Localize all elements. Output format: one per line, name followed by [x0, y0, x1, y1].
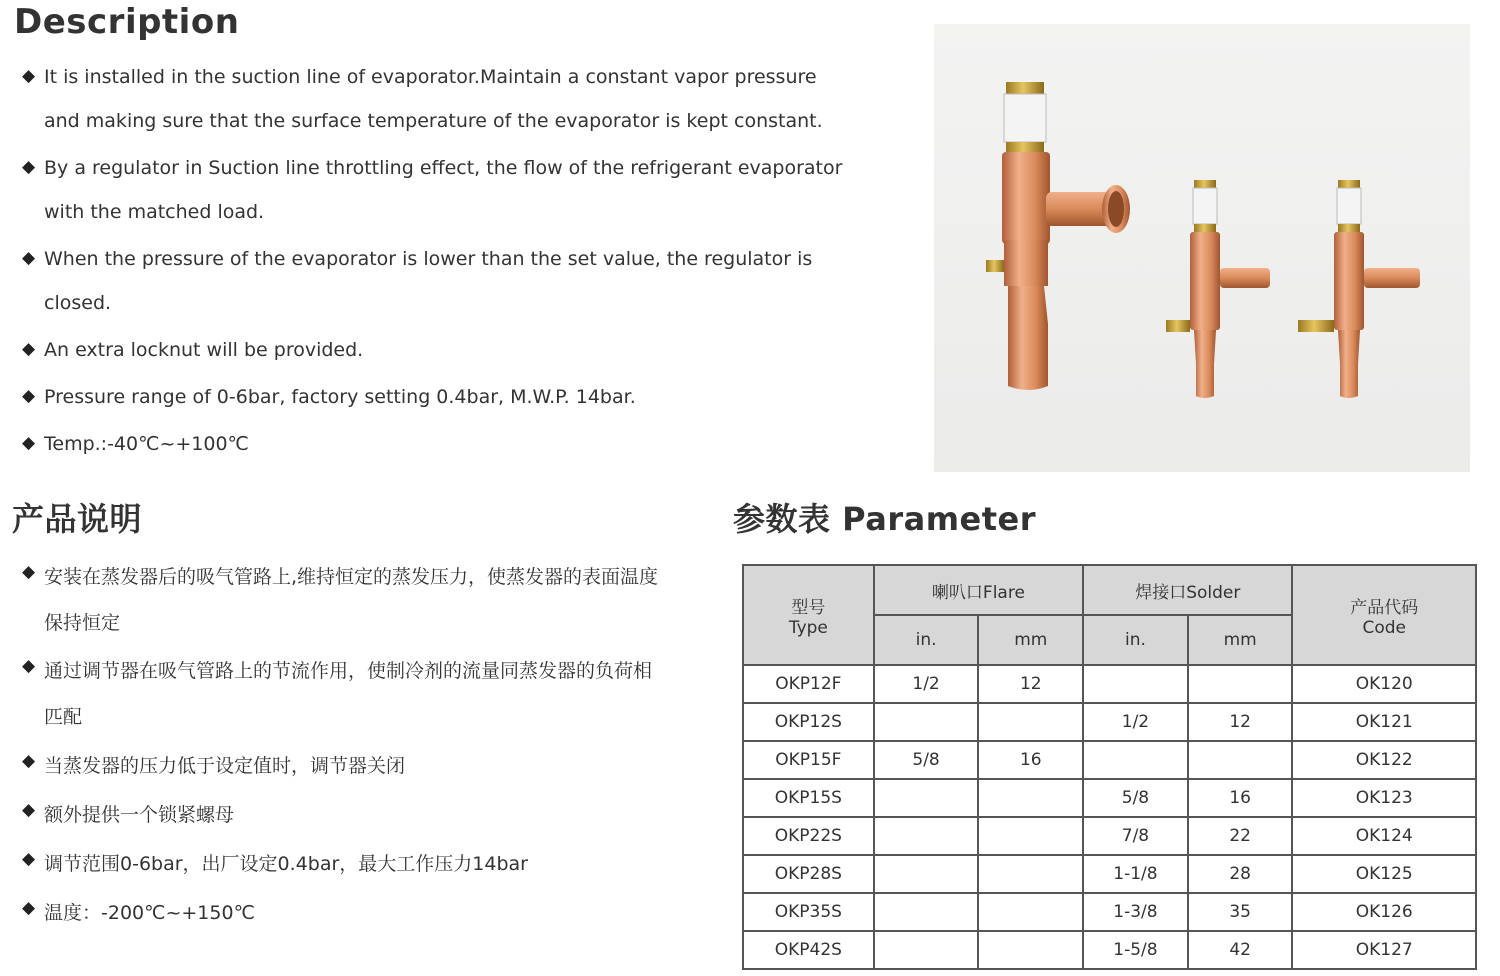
code-cell: OK122 — [1292, 741, 1476, 779]
cn-description-title: 产品说明 — [12, 500, 143, 538]
diamond-bullet-icon: ◆ — [22, 751, 36, 771]
type-header — [743, 565, 874, 665]
table-row — [743, 665, 1476, 703]
code-header-cn: 产品代码 — [1350, 597, 1419, 618]
code-cell: OK125 — [1292, 855, 1476, 893]
flare-in-cell — [874, 817, 979, 855]
table-row — [743, 703, 1476, 741]
code-header — [1292, 565, 1476, 665]
cn-description-text: 额外提供一个锁紧螺母 — [44, 804, 235, 826]
flare-mm-cell: 12 — [978, 665, 1083, 703]
description-text: When the pressure of the evaporator is lower than the set value, the regulator is — [44, 248, 813, 270]
description-text: Temp.:-40℃~+100℃ — [44, 433, 249, 455]
diamond-bullet-icon: ◆ — [22, 386, 36, 406]
flare-in-cell — [874, 855, 979, 893]
flare-in-cell — [874, 931, 979, 969]
description-text: with the matched load. — [44, 201, 265, 223]
solder-mm-cell: 42 — [1188, 931, 1293, 969]
diamond-bullet-icon: ◆ — [22, 248, 36, 268]
code-cell: OK124 — [1292, 817, 1476, 855]
type-cell: OKP35S — [743, 893, 874, 931]
table-row — [743, 817, 1476, 855]
flare-in-cell: 5/8 — [874, 741, 979, 779]
solder-mm-cell: 28 — [1188, 855, 1293, 893]
flare-in-cell — [874, 779, 979, 817]
code-cell: OK120 — [1292, 665, 1476, 703]
table-row — [743, 741, 1476, 779]
type-header-en: Type — [788, 617, 828, 638]
flare-mm-cell: 16 — [978, 741, 1083, 779]
flare-mm-cell — [978, 893, 1083, 931]
solder-mm-header: mm — [1188, 615, 1293, 665]
solder-in-cell: 1-5/8 — [1083, 931, 1188, 969]
diamond-bullet-icon: ◆ — [22, 656, 36, 676]
flare-in-header: in. — [874, 615, 979, 665]
parameter-title: 参数表 Parameter — [733, 500, 1037, 538]
table-row — [743, 855, 1476, 893]
product-photo — [934, 24, 1470, 472]
flare-mm-header: mm — [978, 615, 1083, 665]
solder-mm-cell: 35 — [1188, 893, 1293, 931]
flare-mm-cell — [978, 703, 1083, 741]
parameter-table-body — [743, 665, 1476, 969]
table-row — [743, 893, 1476, 931]
type-cell: OKP15S — [743, 779, 874, 817]
diamond-bullet-icon: ◆ — [22, 898, 36, 918]
description-text: and making sure that the surface temperature of the evaporator is kept constant. — [44, 110, 823, 132]
flare-in-cell — [874, 893, 979, 931]
medium-regulator — [1166, 180, 1270, 398]
solder-mm-cell — [1188, 665, 1293, 703]
cn-description-text: 当蒸发器的压力低于设定值时，调节器关闭 — [44, 755, 406, 777]
code-cell: OK127 — [1292, 931, 1476, 969]
small-regulator — [1298, 180, 1420, 398]
type-cell: OKP12S — [743, 703, 874, 741]
pressure-regulator-illustration — [934, 24, 1470, 472]
code-cell: OK123 — [1292, 779, 1476, 817]
description-text: By a regulator in Suction line throttling effect, the flow of the refrigerant evaporator — [44, 157, 843, 179]
table-row — [743, 931, 1476, 969]
solder-in-cell: 1-3/8 — [1083, 893, 1188, 931]
cn-description-text: 保持恒定 — [44, 612, 121, 634]
diamond-bullet-icon: ◆ — [22, 433, 36, 453]
type-header-cn: 型号 — [791, 597, 826, 618]
type-cell: OKP12F — [743, 665, 874, 703]
flare-mm-cell — [978, 779, 1083, 817]
cn-description-text: 通过调节器在吸气管路上的节流作用，使制冷剂的流量同蒸发器的负荷相 — [44, 660, 653, 682]
cn-description-text: 调节范围0-6bar，出厂设定0.4bar，最大工作压力14bar — [44, 853, 528, 875]
diamond-bullet-icon: ◆ — [22, 800, 36, 820]
description-text: It is installed in the suction line of evaporator.Maintain a constant vapor pressure — [44, 66, 817, 88]
diamond-bullet-icon: ◆ — [22, 339, 36, 359]
solder-mm-cell: 12 — [1188, 703, 1293, 741]
flare-mm-cell — [978, 855, 1083, 893]
flare-in-cell: 1/2 — [874, 665, 979, 703]
solder-mm-cell: 22 — [1188, 817, 1293, 855]
diamond-bullet-icon: ◆ — [22, 849, 36, 869]
solder-mm-cell — [1188, 741, 1293, 779]
large-regulator — [986, 82, 1130, 390]
table-row — [743, 779, 1476, 817]
type-cell: OKP42S — [743, 931, 874, 969]
diamond-bullet-icon: ◆ — [22, 562, 36, 582]
flare-in-cell — [874, 703, 979, 741]
type-cell: OKP22S — [743, 817, 874, 855]
type-cell: OKP28S — [743, 855, 874, 893]
type-cell: OKP15F — [743, 741, 874, 779]
flare-mm-cell — [978, 931, 1083, 969]
description-text: An extra locknut will be provided. — [44, 339, 364, 361]
code-cell: OK121 — [1292, 703, 1476, 741]
parameter-table — [742, 564, 1477, 970]
cn-description-text: 温度：-200℃~+150℃ — [44, 902, 255, 924]
diamond-bullet-icon: ◆ — [22, 66, 36, 86]
cn-description-text: 安装在蒸发器后的吸气管路上,维持恒定的蒸发压力，使蒸发器的表面温度 — [44, 566, 659, 588]
solder-in-cell: 7/8 — [1083, 817, 1188, 855]
code-header-en: Code — [1362, 617, 1406, 638]
solder-in-cell: 1/2 — [1083, 703, 1188, 741]
solder-header: 焊接口Solder — [1083, 565, 1292, 615]
flare-header: 喇叭口Flare — [874, 565, 1083, 615]
solder-in-cell — [1083, 665, 1188, 703]
solder-mm-cell: 16 — [1188, 779, 1293, 817]
code-cell: OK126 — [1292, 893, 1476, 931]
description-text: Pressure range of 0-6bar, factory setting 0.4bar, M.W.P. 14bar. — [44, 386, 636, 408]
description-title: Description — [14, 2, 240, 42]
solder-in-cell — [1083, 741, 1188, 779]
solder-in-cell: 1-1/8 — [1083, 855, 1188, 893]
flare-mm-cell — [978, 817, 1083, 855]
diamond-bullet-icon: ◆ — [22, 157, 36, 177]
solder-in-cell: 5/8 — [1083, 779, 1188, 817]
description-text: closed. — [44, 292, 112, 314]
solder-in-header: in. — [1083, 615, 1188, 665]
cn-description-text: 匹配 — [44, 706, 83, 728]
